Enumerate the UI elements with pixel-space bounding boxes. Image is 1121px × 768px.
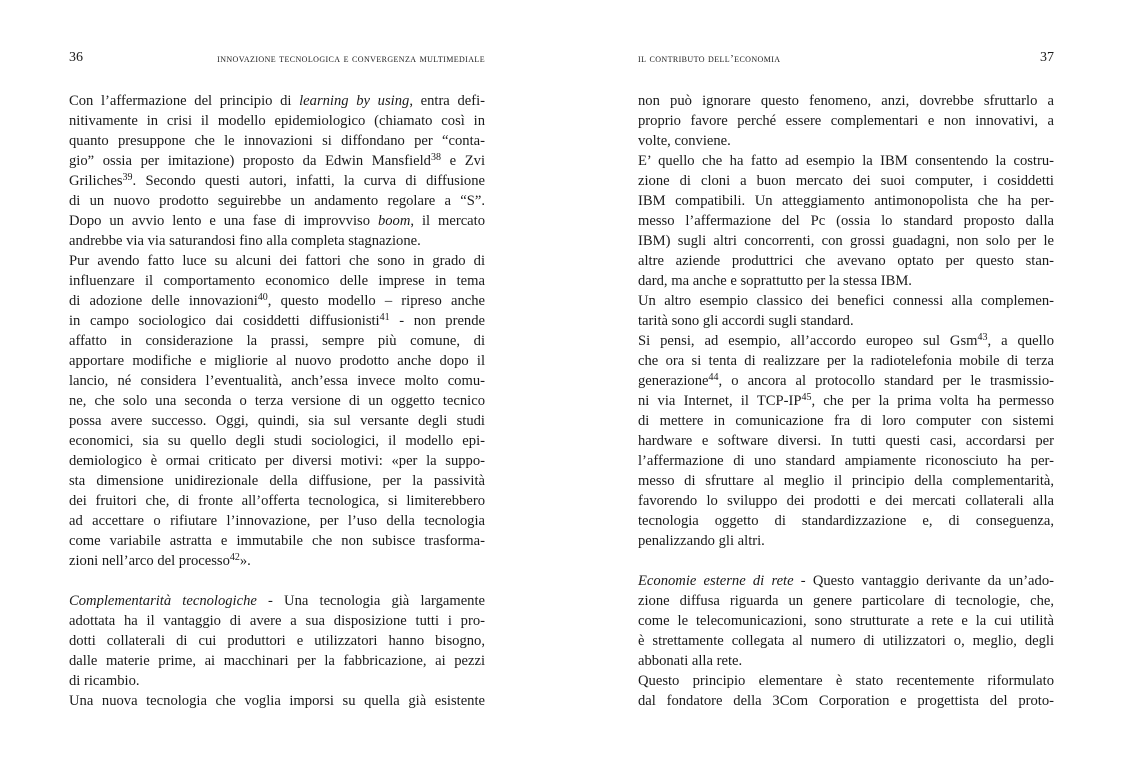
text-line <box>638 471 1054 491</box>
text-run: , che per la prima volta ha permesso <box>811 393 1055 409</box>
text-line <box>69 691 485 711</box>
running-title: il contributo dell’economia <box>638 53 781 65</box>
text-run: di mettere in comunicazione fra di loro computer con sistemi <box>638 413 1054 429</box>
text-line <box>69 591 485 611</box>
text-line <box>69 131 485 151</box>
text-line <box>638 531 1054 551</box>
text-run: nitivamente in crisi il modello epidemiologico (chiamato così in <box>69 113 485 129</box>
page-number: 37 <box>1040 50 1054 65</box>
footnote-ref: 39 <box>122 172 133 183</box>
text-line <box>638 291 1054 311</box>
text-run: dalle materie prime, ai macchinari per la fabbricazione, ai pezzi <box>69 653 485 669</box>
text-run: dotti collaterali di cui produttori e utilizzatori hanno bisogno, <box>69 633 485 649</box>
text-run: zioni nell’arco del processo <box>69 553 230 569</box>
text-run: possa avere successo. Oggi, quindi, sia sul versante degli studi <box>69 413 485 429</box>
text-run: affatto in considerazione la prassi, sempre più comune, di <box>69 333 485 349</box>
text-run: Una nuova tecnologia che voglia imporsi su quella già esistente <box>69 693 485 709</box>
text-line <box>69 191 485 211</box>
paragraph-spacer <box>638 551 1054 571</box>
text-run: zione diffusa riguarda un genere particolare di tecnologie, che, <box>638 593 1054 609</box>
text-run: hardware e software diversi. In tutti questi casi, accordarsi per <box>638 433 1054 449</box>
running-title: innovazione tecnologica e convergenza multimediale <box>217 53 485 65</box>
footnote-ref: 45 <box>801 392 812 403</box>
text-line <box>69 171 485 191</box>
text-line <box>69 431 485 451</box>
text-run: abbonati alla rete. <box>638 653 743 669</box>
text-run: come le telecomunicazioni, sono strutturate a rete e la cui utilità <box>638 613 1054 629</box>
text-line <box>69 231 485 251</box>
footnote-ref: 40 <box>257 292 268 303</box>
text-run: influenzare il comportamento economico delle imprese in tema <box>69 273 485 289</box>
text-line <box>69 491 485 511</box>
text-run: Dopo un avvio lento e una fase di improvviso <box>69 213 378 229</box>
footnote-ref: 38 <box>430 152 441 163</box>
text-run: gio” ossia per imitazione) proposto da Edwin Mansfield <box>69 153 431 169</box>
text-run: generazione <box>638 373 709 389</box>
footnote-ref: 44 <box>708 372 719 383</box>
text-line <box>69 611 485 631</box>
text-line <box>638 611 1054 631</box>
text-line <box>638 131 1054 151</box>
text-line <box>69 351 485 371</box>
text-line <box>638 251 1054 271</box>
text-line <box>69 311 485 331</box>
text-run: ne, che solo una seconda o terza versione di un oggetto tecnico <box>69 393 485 409</box>
text-line <box>638 691 1054 711</box>
text-run: in campo sociologico dai cosiddetti diffusionisti <box>69 313 380 329</box>
text-run: che ora si tenta di realizzare per la radiotelefonia mobile di terza <box>638 353 1054 369</box>
text-line <box>69 671 485 691</box>
text-line <box>638 351 1054 371</box>
text-run: lancio, né considera l’eventualità, anch’essa invece molto comu- <box>69 373 485 389</box>
text-run: zione di cloni a buon mercato dei suoi computer, i cosiddetti <box>638 173 1054 189</box>
text-line <box>69 391 485 411</box>
text-line <box>69 111 485 131</box>
text-run: messo di sfruttare al meglio il principio della complementarità, <box>638 473 1054 489</box>
text-line <box>638 271 1054 291</box>
running-head <box>638 50 1054 70</box>
text-run: come variabile astratta e immutabile che non subisce trasforma- <box>69 533 485 549</box>
text-run: demiologico è ormai criticato per diversi motivi: «per la suppo- <box>69 453 485 469</box>
text-run: IBM compatibili. Un atteggiamento antimonopolista che ha per- <box>638 193 1054 209</box>
text-run: messo l’affermazione del Pc (ossia lo standard proposto dalla <box>638 213 1054 229</box>
text-run: altre aziende produttrici che avevano optato per questo stan- <box>638 253 1054 269</box>
text-line <box>69 151 485 171</box>
italic-term: Economie esterne di rete <box>638 573 794 589</box>
text-line <box>69 531 485 551</box>
italic-term: learning by using <box>299 93 410 109</box>
text-line <box>69 451 485 471</box>
footnote-ref: 43 <box>977 332 988 343</box>
text-line <box>638 451 1054 471</box>
body-text <box>638 91 1054 711</box>
text-line <box>69 651 485 671</box>
text-run: - non prende <box>389 313 485 329</box>
text-run: tarità sono gli accordi sugli standard. <box>638 313 854 329</box>
text-line <box>638 391 1054 411</box>
text-run: , a quello <box>987 333 1055 349</box>
text-line <box>69 631 485 651</box>
text-line <box>69 331 485 351</box>
text-line <box>69 411 485 431</box>
text-run: l’affermazione di uno standard ampiamente riconosciuto ha per- <box>638 453 1054 469</box>
text-run: favorendo lo sviluppo dei prodotti e dei mercati collaterali alla <box>638 493 1054 509</box>
text-run: tecnologia oggetto di standardizzazione e, di conseguenza, <box>638 513 1054 529</box>
text-run: , entra defi- <box>409 93 485 109</box>
text-line <box>638 231 1054 251</box>
text-run: ». <box>239 553 251 569</box>
body-text <box>69 91 485 711</box>
text-line <box>638 171 1054 191</box>
text-line <box>638 211 1054 231</box>
text-line <box>638 431 1054 451</box>
text-line <box>638 511 1054 531</box>
text-run: economici, sia su quello degli studi sociologici, il modello epi- <box>69 433 485 449</box>
text-run: Si pensi, ad esempio, all’accordo europeo sul Gsm <box>638 333 978 349</box>
text-line <box>638 331 1054 351</box>
text-run: , il mercato <box>410 213 485 229</box>
text-run: , questo modello – ripreso anche <box>267 293 486 309</box>
paragraph-spacer <box>69 571 485 591</box>
text-line <box>69 291 485 311</box>
text-line <box>69 471 485 491</box>
text-run: Pur avendo fatto luce su alcuni dei fattori che sono in grado di <box>69 253 485 269</box>
text-line <box>69 251 485 271</box>
text-line <box>69 551 485 571</box>
text-line <box>638 151 1054 171</box>
text-run: dard, ma anche e soprattutto per la stessa IBM. <box>638 273 912 289</box>
text-run: sta dimensione unidirezionale della diffusione, per la passività <box>69 473 485 489</box>
text-run: adottata ha il vantaggio di avere a sua disposizione tutti i pro- <box>69 613 485 629</box>
running-head <box>69 50 485 70</box>
text-line <box>638 631 1054 651</box>
text-line <box>638 311 1054 331</box>
text-line <box>638 191 1054 211</box>
text-run: non può ignorare questo fenomeno, anzi, dovrebbe sfruttarlo a <box>638 93 1054 109</box>
text-run: dei fruitori che, di fronte all’offerta tecnologica, si limiterebbero <box>69 493 485 509</box>
text-run: Questo principio elementare è stato recentemente riformulato <box>638 673 1054 689</box>
text-line <box>638 571 1054 591</box>
text-line <box>69 91 485 111</box>
text-line <box>69 211 485 231</box>
page-number: 36 <box>69 50 83 65</box>
text-line <box>69 511 485 531</box>
text-run: . Secondo questi autori, infatti, la curva di diffusione <box>132 173 485 189</box>
italic-term: boom <box>377 213 411 229</box>
text-line <box>69 271 485 291</box>
text-run: di ricambio. <box>69 673 140 689</box>
text-run: quanto presuppone che le innovazioni si diffondano per “conta- <box>69 133 485 149</box>
text-line <box>638 411 1054 431</box>
text-line <box>638 651 1054 671</box>
text-run: apportare modifiche e migliorie al nuovo prodotto anche dopo il <box>69 353 485 369</box>
text-run: E’ quello che ha fatto ad esempio la IBM consentendo la costru- <box>638 153 1054 169</box>
text-line <box>638 591 1054 611</box>
text-run: e Zvi <box>440 153 485 169</box>
text-run: IBM) sugli altri concorrenti, con grossi guadagni, non solo per le <box>638 233 1054 249</box>
text-run: di un nuovo prodotto seguirebbe un andamento regolare a “S”. <box>69 193 485 209</box>
footnote-ref: 41 <box>379 312 390 323</box>
text-run: volte, conviene. <box>638 133 731 149</box>
footnote-ref: 42 <box>229 552 240 563</box>
text-run: Un altro esempio classico dei benefici connessi alla complemen- <box>638 293 1054 309</box>
text-run: penalizzando gli altri. <box>638 533 765 549</box>
text-run: - Questo vantaggio derivante da un’ado- <box>793 573 1054 589</box>
text-run: Griliches <box>69 173 123 189</box>
text-line <box>638 371 1054 391</box>
text-run: di adozione delle innovazioni <box>69 293 258 309</box>
text-run: ni via Internet, il TCP-IP <box>638 393 802 409</box>
text-run: , o ancora al protocollo standard per le trasmissio- <box>718 373 1054 389</box>
text-line <box>638 111 1054 131</box>
text-run: proprio favore perché essere complementari e non innovativi, a <box>638 113 1054 129</box>
text-run: dal fondatore della 3Com Corporation e progettista del proto- <box>638 693 1054 709</box>
text-run: andrebbe via via saturandosi fino alla completa stagnazione. <box>69 233 421 249</box>
text-line <box>638 491 1054 511</box>
text-run: Con l’affermazione del principio di <box>69 93 300 109</box>
text-run: ad accettare o rifiutare l’innovazione, per l’uso della tecnologia <box>69 513 485 529</box>
text-run: - Una tecnologia già largamente <box>256 593 486 609</box>
italic-term: Complementarità tecnologiche <box>69 593 257 609</box>
text-line <box>69 371 485 391</box>
text-line <box>638 91 1054 111</box>
text-run: è strettamente collegata al numero di utilizzatori o, meglio, degli <box>638 633 1054 649</box>
text-line <box>638 671 1054 691</box>
